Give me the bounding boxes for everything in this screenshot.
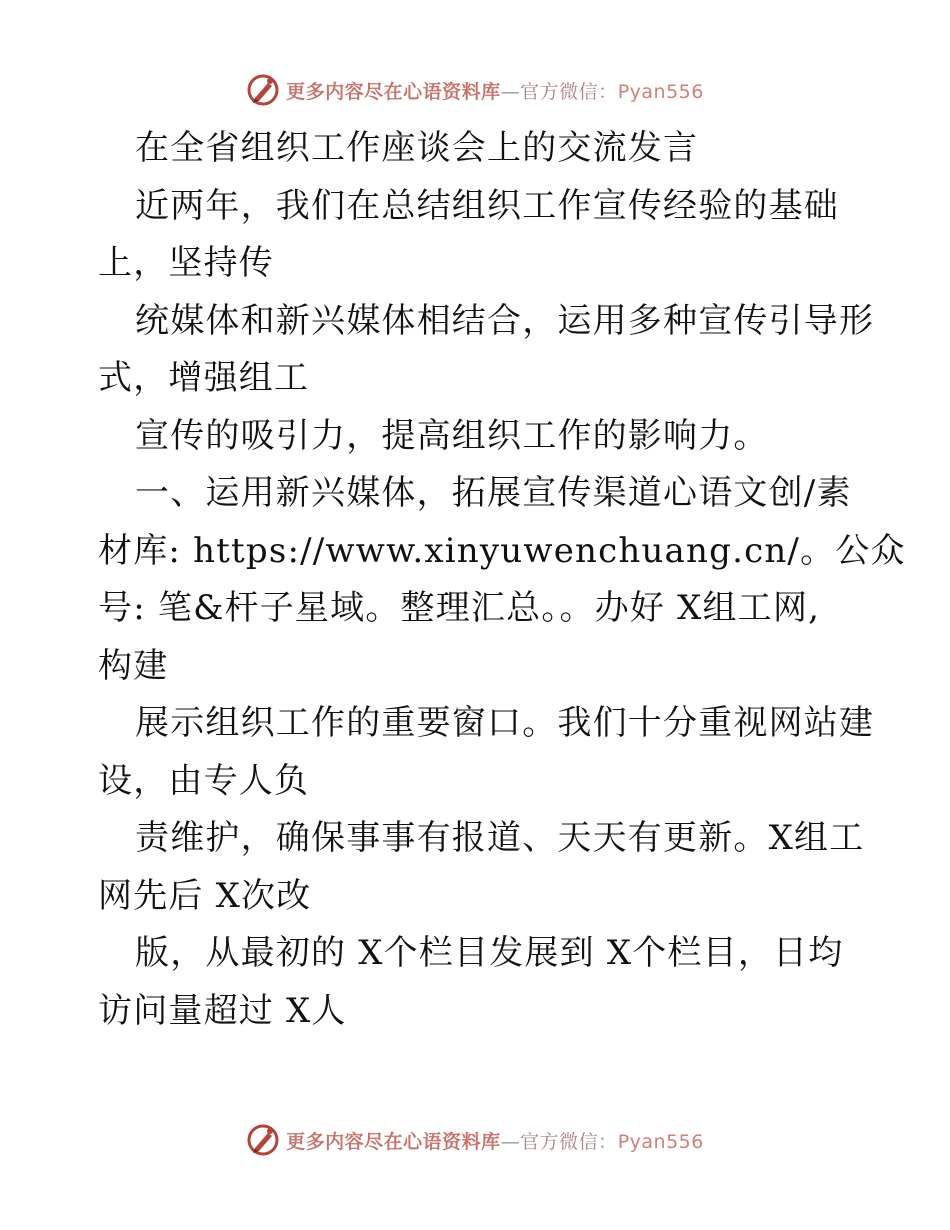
watermark-wechat-id: Pyan556 [617,80,704,103]
document-line: 宣传的吸引力，提高组织工作的影响力。 [135,415,769,456]
document-body [98,120,906,1040]
watermark-wechat-id: Pyan556 [617,1130,704,1153]
document-line: 网先后 X次改 [98,875,312,916]
document-line: 一、运用新兴媒体，拓展宣传渠道心语文创/素 [135,473,852,513]
document-line: 版，从最初的 X个栏目发展到 X个栏目，日均 [135,933,844,973]
watermark-text [286,77,704,104]
document-line: 展示组织工作的重要窗口。我们十分重视网站建 [135,703,875,743]
document-line: 构建 [98,645,169,686]
document-line: 号: 笔&杆子星域。整理汇总。。办好 X组工网, [98,588,821,628]
watermark-wechat-label: 官方微信： [520,80,618,103]
document-line: 统媒体和新兴媒体相结合，运用多种宣传引导形 [135,300,875,341]
watermark-site-name: 更多内容尽在心语资料库 [286,1130,501,1153]
document-line: 式，增强组工 [98,358,310,398]
watermark-site-name: 更多内容尽在心语资料库 [286,80,501,103]
watermark-dash: — [500,80,521,103]
document-line: 访问量超过 X人 [98,990,347,1031]
header-watermark-banner [0,70,950,110]
watermark-dash: — [500,1130,521,1153]
pen-logo-icon [246,1123,280,1157]
document-line: 材库: https://www.xinyuwenchuang.cn/。公众 [98,530,906,571]
pen-logo-icon [246,73,280,107]
watermark-wechat-label: 官方微信： [520,1130,618,1153]
document-line: 在全省组织工作座谈会上的交流发言 [135,128,699,168]
document-line: 设，由专人负 [98,760,310,801]
document-line: 责维护，确保事事有报道、天天有更新。X组工 [135,818,865,858]
footer-watermark-banner [0,1120,950,1160]
watermark-text [286,1127,704,1154]
document-line: 上，坚持传 [98,243,274,283]
document-line: 近两年，我们在总结组织工作宣传经验的基础 [135,185,839,226]
